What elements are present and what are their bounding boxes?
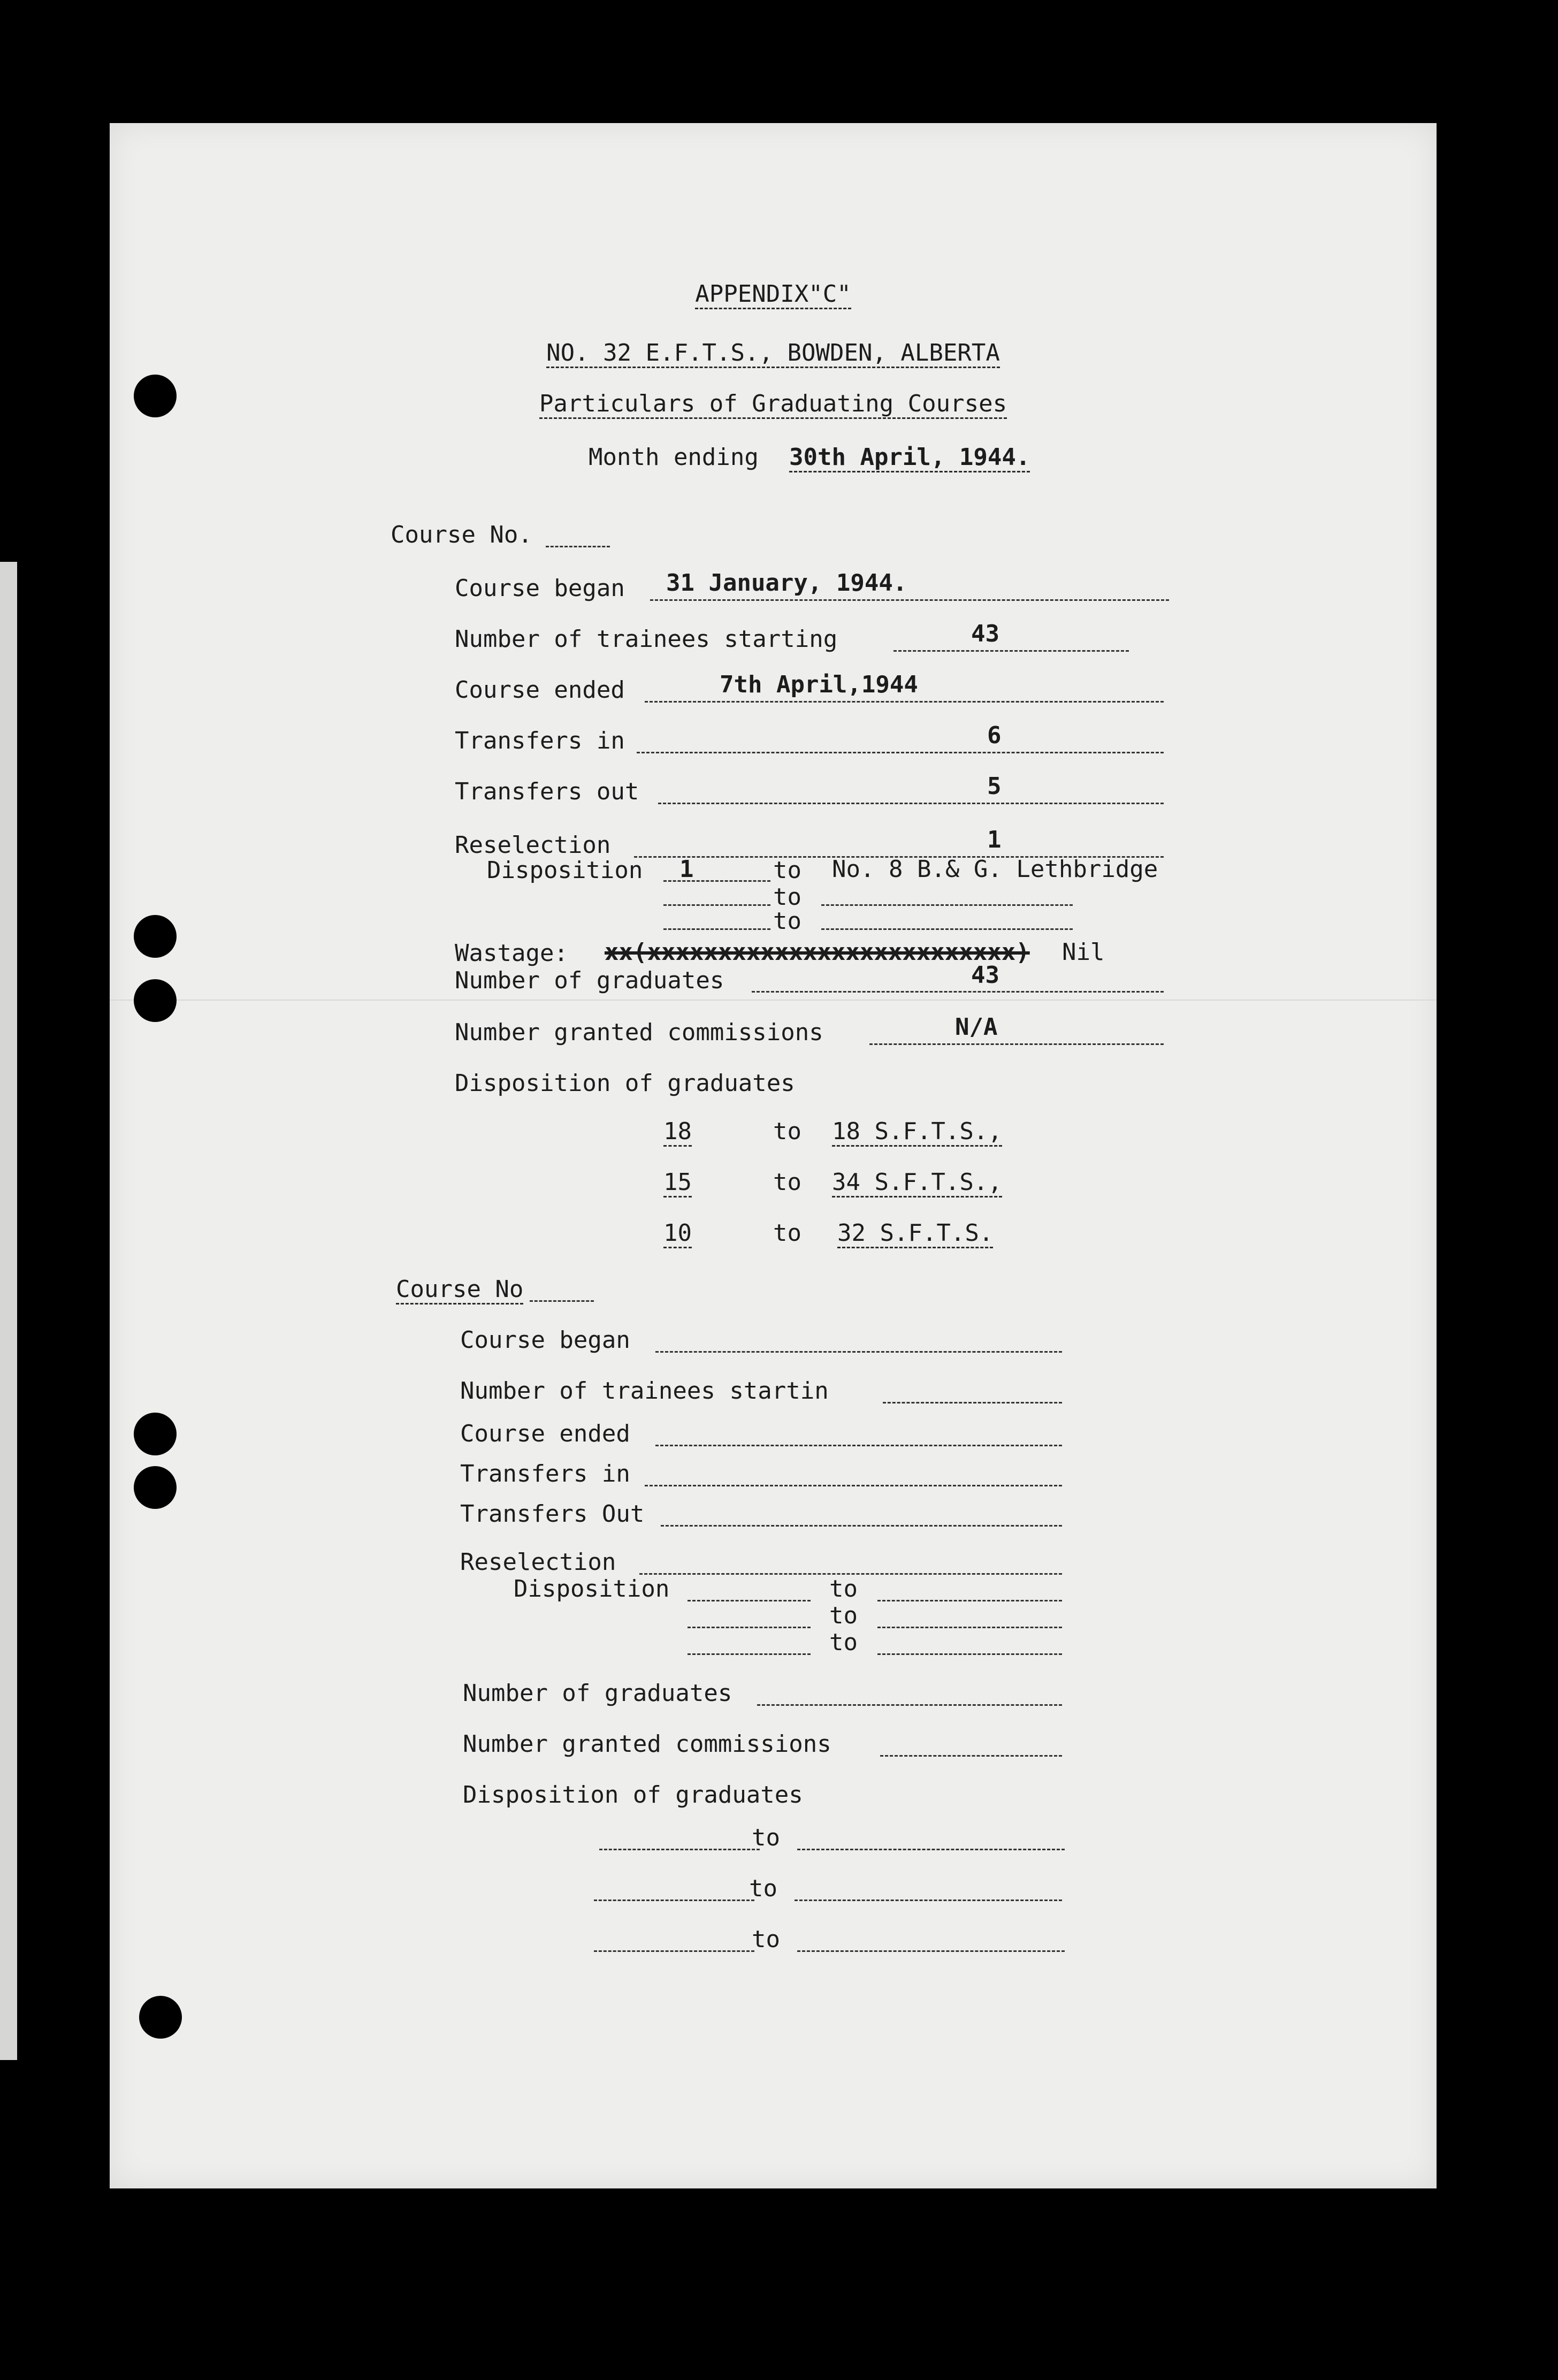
course2-disposition-line (877, 1600, 1062, 1601)
commissions-value: N/A (955, 1013, 998, 1041)
course2-ended-line (655, 1445, 1062, 1446)
trainees-starting-value: 43 (971, 620, 999, 647)
course2-disposition-line (688, 1600, 811, 1601)
trainees-starting-line (893, 650, 1129, 652)
wastage-value: Nil (1062, 939, 1105, 966)
disposition-blank-line (663, 928, 770, 930)
course2-graduate-disposition-line (599, 1849, 760, 1850)
wastage-struck-text: xx(xxxxxxxxxxxxxxxxxxxxxxxxxx) (605, 939, 1030, 966)
course2-transfers-in-label: Transfers in (460, 1460, 630, 1488)
document-subtitle: Particulars of Graduating Courses (479, 391, 1067, 417)
course2-graduates-label: Number of graduates (463, 1680, 732, 1707)
course-began-label: Course began (455, 575, 625, 602)
graduates-value: 43 (971, 962, 999, 989)
commissions-label: Number granted commissions (455, 1019, 823, 1046)
unit-title: NO. 32 E.F.T.S., BOWDEN, ALBERTA (479, 340, 1067, 367)
graduate-disposition-label: Disposition of graduates (455, 1070, 795, 1097)
graduate-disposition-count: 10 (663, 1220, 692, 1247)
trainees-starting-label: Number of trainees starting (455, 625, 838, 653)
course2-starting-line (883, 1402, 1062, 1403)
transfers-out-line (658, 803, 1164, 804)
graduate-disposition-count: 15 (663, 1169, 692, 1196)
graduate-disposition-dest: 34 S.F.T.S., (832, 1169, 1002, 1196)
month-ending-value: 30th April, 1944. (789, 444, 1030, 471)
course2-began-line (655, 1351, 1062, 1353)
course2-transfers-out-label: Transfers Out (460, 1500, 645, 1528)
course2-disposition-line (877, 1627, 1062, 1628)
graduates-label: Number of graduates (455, 967, 724, 994)
reselection-label: Reselection (455, 832, 611, 859)
course-began-line (650, 599, 1169, 601)
course2-graduate-disposition-label: Disposition of graduates (463, 1781, 803, 1809)
course2-graduate-disposition-to: to (752, 1824, 780, 1851)
course2-ended-label: Course ended (460, 1420, 630, 1447)
transfers-out-label: Transfers out (455, 778, 639, 805)
course2-graduate-disposition-to: to (749, 1875, 777, 1902)
course2-began-label: Course began (460, 1326, 630, 1354)
course-ended-value: 7th April,1944 (720, 671, 918, 698)
fold-line (110, 1000, 1437, 1001)
course2-reselection-label: Reselection (460, 1548, 616, 1576)
course-ended-line (645, 701, 1164, 703)
course2-graduate-disposition-line (594, 1950, 754, 1952)
transfers-out-value: 5 (987, 773, 1002, 800)
course2-graduate-disposition-line (797, 1849, 1065, 1850)
punch-hole (134, 1466, 177, 1509)
appendix-title: APPENDIX"C" (666, 281, 880, 308)
disposition-count: 1 (679, 856, 694, 883)
course2-graduate-disposition-line (594, 1900, 754, 1901)
course2-transfers-in-line (645, 1485, 1062, 1486)
course2-disposition-line (877, 1653, 1062, 1655)
course-began-value: 31 January, 1944. (666, 569, 907, 597)
course2-commissions-label: Number granted commissions (463, 1730, 831, 1758)
disposition-destination: No. 8 B.& G. Lethbridge (832, 856, 1158, 883)
punch-hole (134, 915, 177, 958)
course2-graduate-disposition-line (795, 1900, 1062, 1901)
reselection-value: 1 (987, 826, 1002, 853)
course2-transfers-out-line (661, 1525, 1062, 1527)
course2-no-label: Course No (396, 1276, 523, 1303)
wastage-label: Wastage: (455, 940, 568, 967)
transfers-in-line (637, 752, 1164, 753)
course2-starting-label: Number of trainees startin (460, 1377, 829, 1405)
disposition-label: Disposition (487, 857, 643, 884)
course2-disposition-label: Disposition (514, 1575, 670, 1603)
disposition-blank-line (821, 904, 1073, 906)
transfers-in-label: Transfers in (455, 727, 625, 754)
graduate-disposition-dest: 18 S.F.T.S., (832, 1118, 1002, 1145)
commissions-line (869, 1043, 1164, 1045)
graduate-disposition-to: to (773, 1118, 801, 1145)
course2-no-blank (530, 1300, 594, 1302)
transfers-in-value: 6 (987, 722, 1002, 749)
month-ending-label: Month ending (589, 444, 759, 471)
disposition-to: to (773, 857, 801, 884)
course2-commissions-line (880, 1755, 1062, 1757)
punch-hole (134, 375, 177, 417)
graduate-disposition-dest: 32 S.F.T.S. (837, 1220, 993, 1247)
course2-disposition-to: to (829, 1602, 858, 1629)
disposition-blank-line (821, 928, 1073, 930)
graduate-disposition-to: to (773, 1219, 801, 1247)
disposition-to: to (773, 883, 801, 911)
course2-graduate-disposition-line (797, 1950, 1065, 1952)
adjacent-page-edge (0, 562, 17, 2060)
course-no-label: Course No. (391, 521, 532, 548)
punch-hole (139, 1996, 182, 2039)
graduate-disposition-to: to (773, 1169, 801, 1196)
disposition-blank-line (663, 904, 770, 906)
course2-disposition-to: to (829, 1575, 858, 1603)
course2-reselection-line (639, 1573, 1062, 1575)
course-no-blank (546, 546, 610, 547)
course2-graduate-disposition-to: to (752, 1926, 780, 1953)
document-page (110, 123, 1437, 2188)
course2-disposition-line (688, 1627, 811, 1628)
course2-graduates-line (757, 1704, 1062, 1706)
course2-disposition-line (688, 1653, 811, 1655)
disposition-to: to (773, 907, 801, 935)
punch-hole (134, 979, 177, 1022)
graduate-disposition-count: 18 (663, 1118, 692, 1145)
punch-hole (134, 1413, 177, 1455)
course2-disposition-to: to (829, 1629, 858, 1656)
course-ended-label: Course ended (455, 676, 625, 704)
graduates-line (752, 991, 1164, 993)
